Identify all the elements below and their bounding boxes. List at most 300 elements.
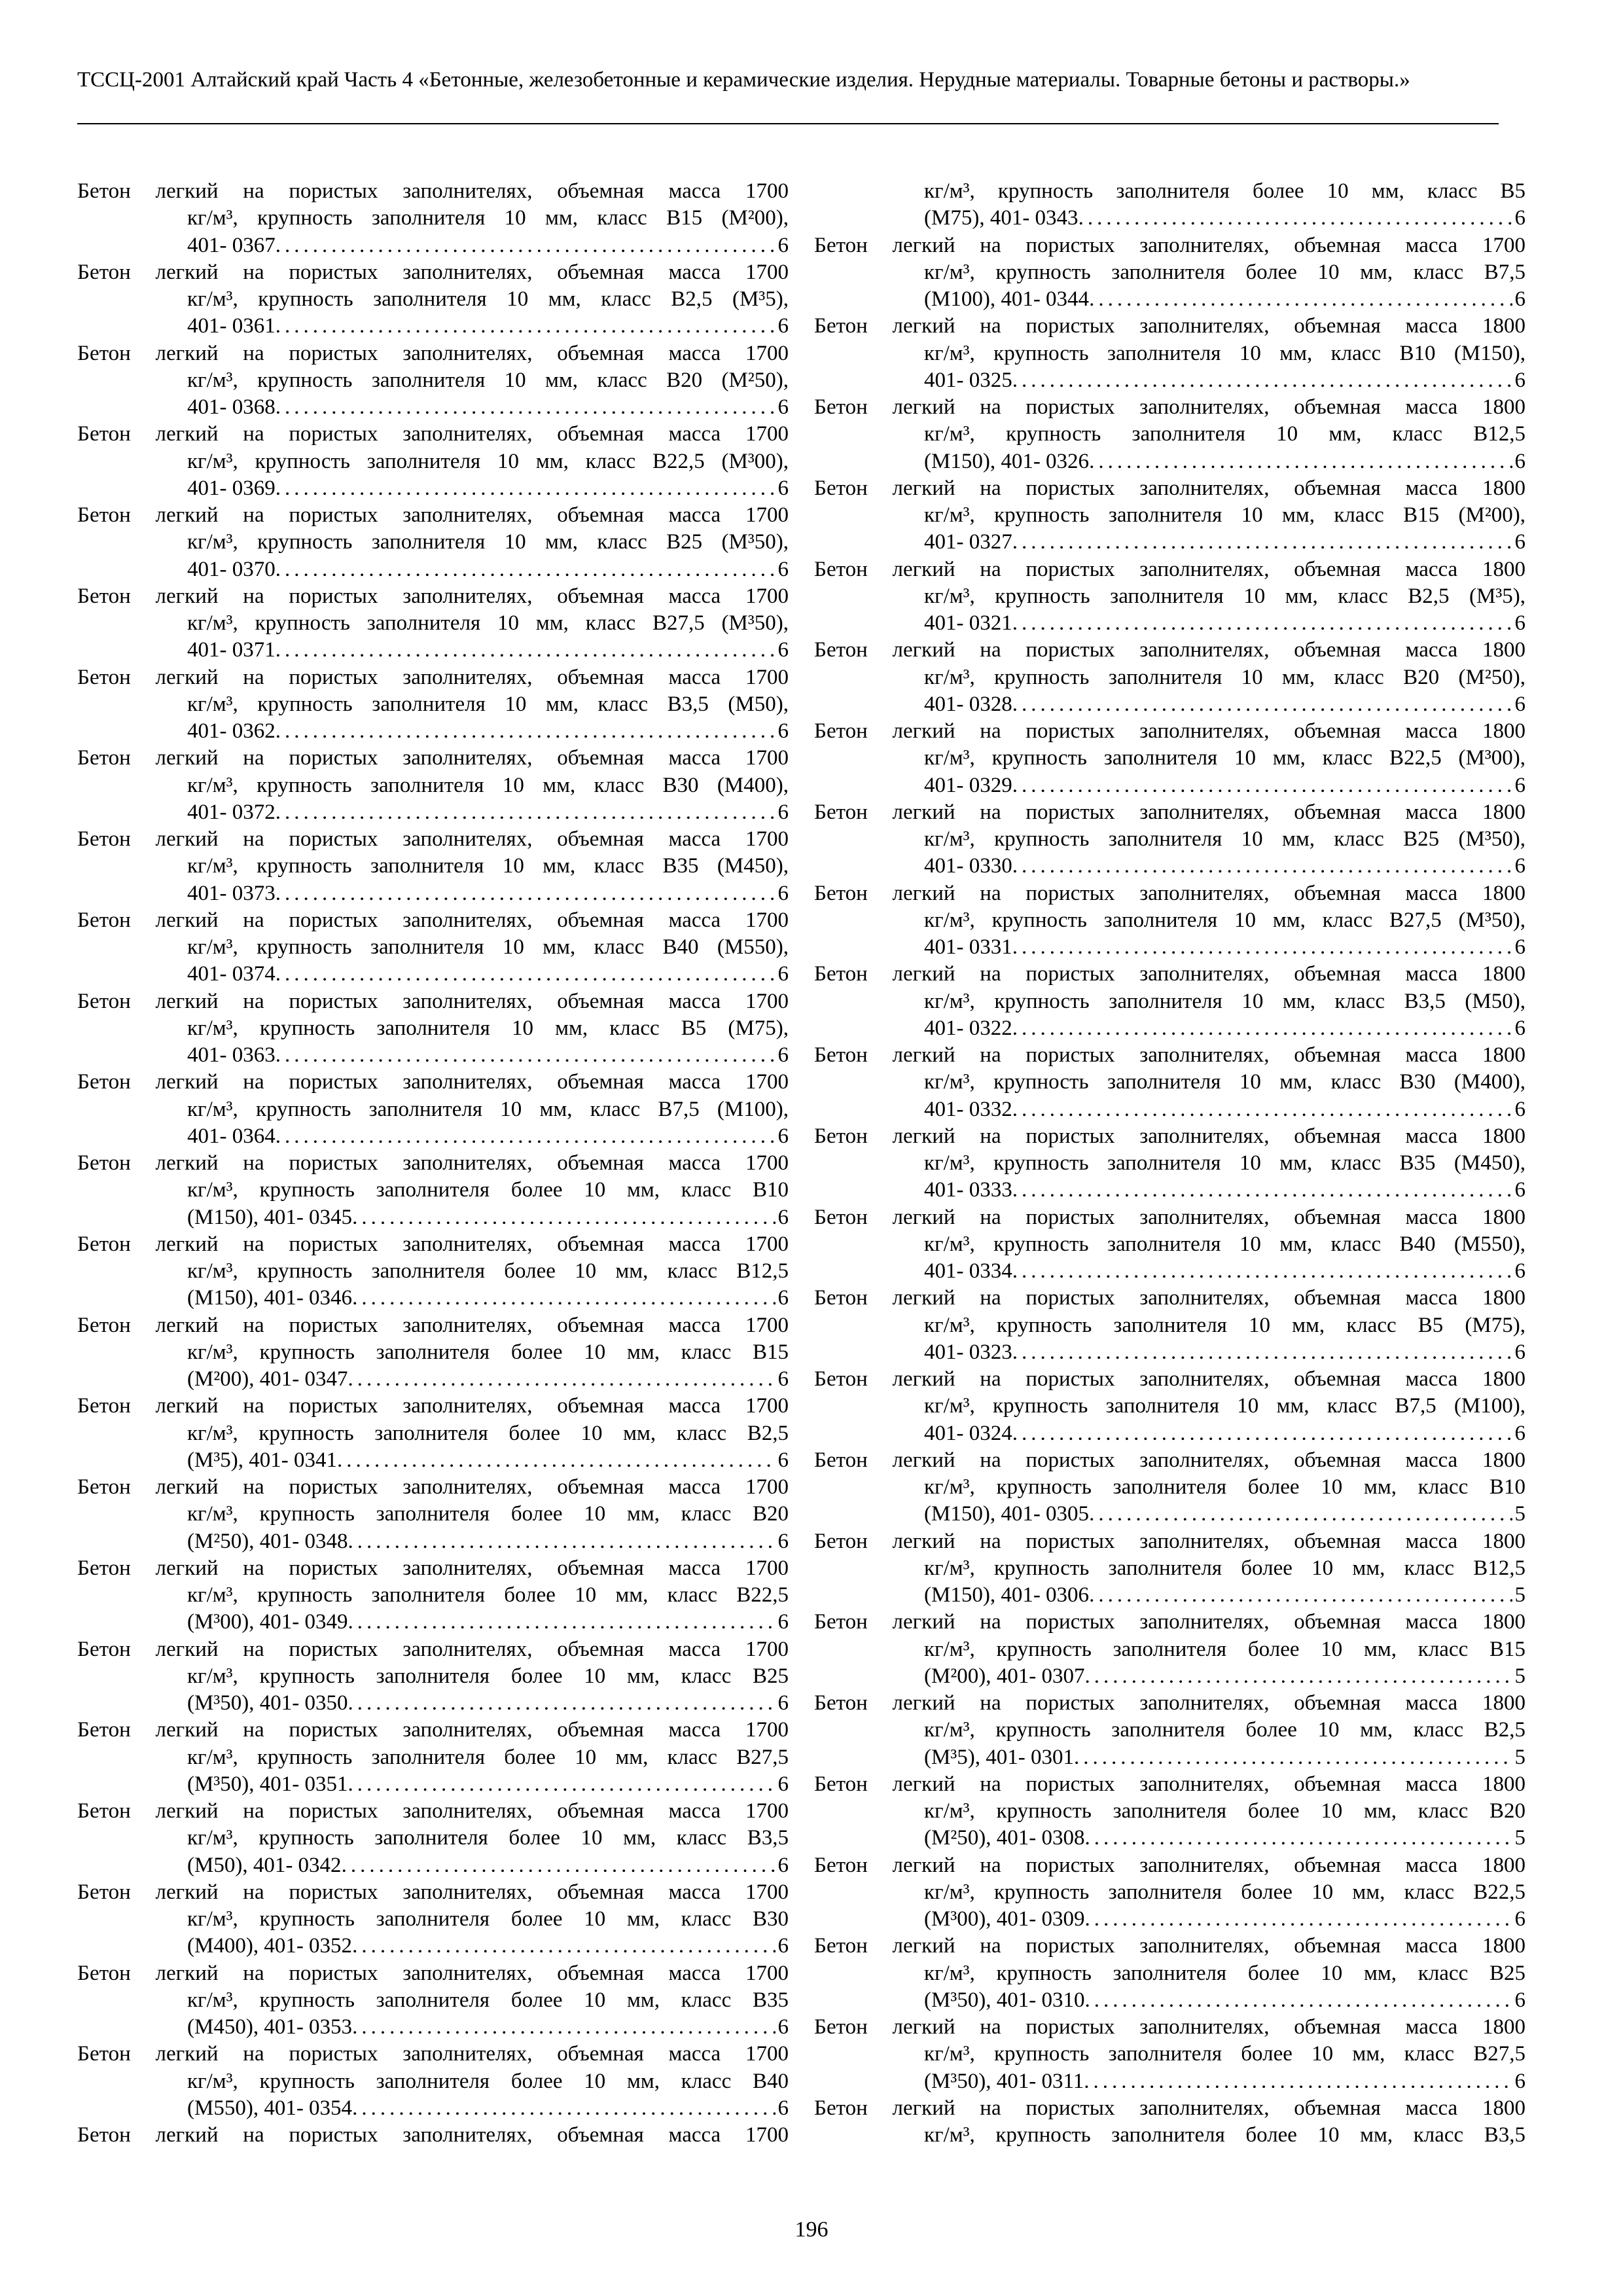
index-entry [814, 1690, 1525, 1771]
dot-leader [276, 718, 776, 745]
right-entries [814, 232, 1525, 2095]
index-entry [77, 1150, 789, 1231]
dot-leader [352, 1285, 775, 1312]
entry-line-2: кг/м³, крупность заполнителя 10 мм, класс В35 (М450), [924, 1151, 1525, 1175]
entry-code: 401- 0327 [924, 530, 1012, 554]
index-entry [814, 475, 1525, 556]
dot-leader [348, 1771, 775, 1798]
entry-page-number: 6 [777, 719, 789, 743]
dot-leader [1089, 448, 1512, 475]
entry-line-2: кг/м³, крупность заполнителя 10 мм, класс В15 (М²00), [924, 503, 1525, 527]
dot-leader [348, 1609, 775, 1636]
entry-page-number: 6 [1514, 1259, 1525, 1283]
entry-line-1: Бетон легкий на пористых заполнителях, объемная масса 1800 [814, 1286, 1525, 1310]
entry-line-2: кг/м³, крупность заполнителя более 10 мм, класс В22,5 [187, 1583, 789, 1607]
entry-code: 401- 0372 [187, 800, 276, 824]
entry-line-2: кг/м³, крупность заполнителя 10 мм, класс В12,5 [924, 422, 1525, 446]
entry-line-1: Бетон легкий на пористых заполнителях, объемная масса 1700 [77, 1718, 789, 1742]
index-entry [77, 664, 789, 745]
entry-line-1: Бетон легкий на пористых заполнителях, объемная масса 1700 [77, 908, 789, 932]
entry-line-2: кг/м³, крупность заполнителя 10 мм, класс В30 (М400), [187, 773, 789, 797]
entry-leader-line [924, 1258, 1525, 1285]
entry-line-1: Бетон легкий на пористых заполнителях, объемная масса 1800 [814, 1610, 1525, 1634]
entry-leader-line [924, 1420, 1525, 1447]
entry-code: 401- 0323 [924, 1340, 1012, 1364]
entry-leader-line [187, 1042, 789, 1069]
entry-page-number: 6 [777, 314, 789, 338]
index-entry [814, 1771, 1525, 1852]
index-column-right [814, 178, 1525, 2149]
entry-code: 401- 0334 [924, 1259, 1012, 1283]
entry-leader-line [187, 718, 789, 745]
entry-page-number: 6 [777, 233, 789, 257]
entry-leader-line [924, 1825, 1525, 1852]
index-entry [814, 1933, 1525, 2014]
entry-leader-line [924, 529, 1525, 556]
dot-leader [1089, 286, 1512, 313]
dot-leader [276, 394, 776, 421]
entry-line-1: Бетон легкий на пористых заполнителях, объемная масса 1800 [814, 314, 1525, 338]
dot-leader [352, 1204, 775, 1231]
entry-page-number: 6 [1514, 368, 1525, 392]
entry-line-2: кг/м³, крупность заполнителя более 10 мм, класс В10 [187, 1178, 789, 1202]
entry-code: (М400), 401- 0352 [187, 1934, 353, 1958]
entry-leader-line [924, 853, 1525, 880]
entry-code: 401- 0322 [924, 1016, 1012, 1040]
entry-code: 401- 0325 [924, 368, 1012, 392]
entry-page-number: 5 [1514, 1745, 1525, 1769]
entry-leader-line [924, 1987, 1525, 2014]
entry-page-number: 6 [1514, 1016, 1525, 1040]
entry-line-1: Бетон легкий на пористых заполнителях, объемная масса 1700 [77, 1070, 789, 1094]
entry-page-number: 6 [777, 962, 789, 986]
entry-code: 401- 0368 [187, 395, 276, 419]
dot-leader [1012, 367, 1512, 394]
entry-line-2: кг/м³, крупность заполнителя 10 мм, класс В40 (М550), [187, 935, 789, 959]
index-entry [814, 1123, 1525, 1204]
entry-line-2: кг/м³, крупность заполнителя более 10 мм, класс В35 [187, 1988, 789, 2012]
entry-code: (М150), 401- 0346 [187, 1286, 353, 1310]
entry-code: (М³50), 401- 0310 [924, 1988, 1085, 2012]
entry-line-2: кг/м³, крупность заполнителя 10 мм, класс В15 (М²00), [187, 206, 789, 230]
entry-leader-line [924, 610, 1525, 637]
entry-line-2: кг/м³, крупность заполнителя более 10 мм, класс В12,5 [187, 1259, 789, 1283]
entry-line-1: Бетон легкий на пористых заполнителях, объемная масса 1700 [77, 1313, 789, 1337]
entry-line-1: Бетон легкий на пористых заполнителях, объемная масса 1800 [814, 2096, 1525, 2120]
entry-page-number: 6 [1514, 1907, 1525, 1931]
index-entry [814, 1528, 1525, 1609]
entry-page-number: 6 [1514, 611, 1525, 635]
entry-page-number: 6 [1514, 1988, 1525, 2012]
index-entry [814, 394, 1525, 475]
entry-line-2: кг/м³, крупность заполнителя более 10 мм, класс В2,5 [187, 1421, 789, 1445]
entry-leader-line [187, 637, 789, 664]
entry-line-1: Бетон легкий на пористых заполнителях, объемная масса 1800 [814, 1529, 1525, 1553]
index-entry-continued [814, 178, 1525, 232]
dot-leader [1089, 1582, 1512, 1609]
dot-leader [1079, 205, 1512, 232]
index-entry [77, 502, 789, 583]
entry-page-number: 6 [777, 1205, 789, 1229]
entry-line-2: кг/м³, крупность заполнителя более 10 мм, класс В27,5 [187, 1745, 789, 1769]
entry-line-1: Бетон легкий на пористых заполнителях, объемная масса 1700 [77, 746, 789, 770]
entry-line-1: Бетон легкий на пористых заполнителях, объемная масса 1800 [814, 800, 1525, 824]
entry-line-1: Бетон легкий на пористых заполнителях, объемная масса 1800 [814, 719, 1525, 743]
entry-line-1: Бетон легкий на пористых заполнителях, объемная масса 1800 [814, 1853, 1525, 1877]
entry-line-1: Бетон легкий на пористых заполнителях, объемная масса 1800 [814, 1124, 1525, 1148]
entry-line-2: кг/м³, крупность заполнителя более 10 мм, класс В27,5 [924, 2042, 1525, 2066]
index-entry [814, 1285, 1525, 1366]
entry-leader-line [924, 691, 1525, 718]
index-entry [814, 1852, 1525, 1933]
entry-code: (М³5), 401- 0341 [187, 1448, 337, 1472]
index-entry [77, 583, 789, 664]
entry-line-2: кг/м³, крупность заполнителя более 10 мм, класс В40 [187, 2069, 789, 2093]
entry-leader-line [187, 1609, 789, 1636]
entry-leader-line [924, 1744, 1525, 1771]
entry-leader-line [187, 1123, 789, 1150]
entry-line-2: кг/м³, крупность заполнителя 10 мм, класс В5 (М75), [924, 1313, 1525, 1337]
entry-line-2: кг/м³, крупность заполнителя более 10 мм, класс В10 [924, 1475, 1525, 1499]
entry-leader-line [924, 934, 1525, 961]
entry-line-2: кг/м³, крупность заполнителя 10 мм, класс В27,5 (М³50), [187, 611, 789, 635]
entry-leader-line [187, 799, 789, 826]
dot-leader [1012, 772, 1512, 799]
dot-leader [342, 1852, 776, 1879]
entry-code: (М³50), 401- 0311 [924, 2069, 1084, 2093]
dot-leader [276, 1123, 776, 1150]
entry-code: (М150), 401- 0306 [924, 1583, 1090, 1607]
entry-line-2: кг/м³, крупность заполнителя более 10 мм, класс В20 [187, 1502, 789, 1526]
index-entry [77, 1879, 789, 1960]
entry-page-number: 6 [777, 1043, 789, 1067]
entry-page-number: 5 [1514, 1664, 1525, 1688]
entry-line-1: Бетон легкий на пористых заполнителях, объемная масса 1800 [814, 476, 1525, 500]
dot-leader [276, 232, 776, 259]
entry-line-2: кг/м³, крупность заполнителя 10 мм, класс В22,5 (М³00), [187, 449, 789, 473]
entry-line-1: Бетон легкий на пористых заполнителях, объемная масса 1700 [77, 260, 789, 284]
entry-leader-line [187, 1366, 789, 1393]
index-entry [814, 1609, 1525, 1690]
index-entry [814, 313, 1525, 394]
entry-page-number: 6 [1514, 530, 1525, 554]
entry-line-2: кг/м³, крупность заполнителя 10 мм, класс В3,5 (М50), [187, 692, 789, 716]
entry-line-1: Бетон легкий на пористых заполнителях, объемная масса 1700 [77, 665, 789, 689]
entry-code: (М³00), 401- 0349 [187, 1610, 348, 1634]
entry-line-1: Бетон легкий на пористых заполнителях, объемная масса 1800 [814, 1691, 1525, 1715]
entry-code: (М³00), 401- 0309 [924, 1907, 1085, 1931]
entry-line-2: кг/м³, крупность заполнителя более 10 мм, класс В30 [187, 1907, 789, 1931]
entry-page-number: 6 [1514, 773, 1525, 797]
entry-leader-line [187, 1447, 789, 1474]
entry-line-1: Бетон легкий на пористых заполнителях, объемная масса 1800 [814, 395, 1525, 419]
dot-leader [348, 1690, 775, 1717]
index-entry [77, 340, 789, 422]
entry-leader-line [187, 556, 789, 583]
dot-leader [276, 637, 776, 664]
entry-code: 401- 0321 [924, 611, 1012, 635]
index-entry [77, 1231, 789, 1312]
entry-code: (М100), 401- 0344 [924, 287, 1090, 311]
entry-line-2: кг/м³, крупность заполнителя более 10 мм, класс В3,5 [924, 2123, 1525, 2147]
entry-code: (М450), 401- 0353 [187, 2015, 353, 2039]
dot-leader [1012, 1258, 1512, 1285]
entry-code: (М150), 401- 0305 [924, 1502, 1090, 1526]
index-column-left [77, 178, 789, 2149]
dot-leader [276, 1042, 776, 1069]
entry-line-1: Бетон легкий на пористых заполнителях, объемная масса 1700 [77, 1961, 789, 1985]
entry-page-number: 6 [1514, 692, 1525, 716]
entry-code: 401- 0332 [924, 1097, 1012, 1121]
left-entries [77, 178, 789, 2122]
entry-page-number: 6 [1514, 1421, 1525, 1445]
entry-code: 401- 0330 [924, 854, 1012, 878]
entry-line-2: кг/м³, крупность заполнителя 10 мм, класс В30 (М400), [924, 1070, 1525, 1094]
dot-leader [1012, 1096, 1512, 1123]
entry-line-1: Бетон легкий на пористых заполнителях, объемная масса 1700 [77, 1151, 789, 1175]
entry-code: 401- 0324 [924, 1421, 1012, 1445]
dot-leader [276, 961, 776, 988]
index-entry [814, 637, 1525, 718]
entry-page-number: 6 [777, 1691, 789, 1715]
index-entry [814, 556, 1525, 637]
entry-page-number: 6 [1514, 1097, 1525, 1121]
entry-line-2: кг/м³, крупность заполнителя 10 мм, класс В20 (М²50), [187, 368, 789, 392]
entry-page-number: 6 [777, 881, 789, 905]
entry-page-number: 6 [1514, 1340, 1525, 1364]
entry-code: 401- 0363 [187, 1043, 276, 1067]
entry-leader-line [924, 772, 1525, 799]
entry-line-1: Бетон легкий на пористых заполнителях, объемная масса 1700 [77, 2042, 789, 2066]
dot-leader [348, 1366, 775, 1393]
entry-leader-line [924, 1339, 1525, 1366]
index-entry [77, 826, 789, 907]
entry-line-1: Бетон легкий на пористых заполнителях, объемная масса 1700 [77, 341, 789, 365]
entry-page-number: 6 [777, 1610, 789, 1634]
index-entry [77, 907, 789, 988]
entry-line-2: кг/м³, крупность заполнителя 10 мм, класс В7,5 (М100), [924, 1394, 1525, 1418]
dot-leader [276, 880, 776, 907]
entry-page-number: 6 [777, 2096, 789, 2120]
entry-page-number: 6 [1514, 449, 1525, 473]
entry-line-1: Бетон легкий на пористых заполнителях, объемная масса 1700 [77, 1556, 789, 1580]
entry-leader-line [187, 1690, 789, 1717]
entry-line-1: Бетон легкий на пористых заполнителях, объемная масса 1700 [77, 1394, 789, 1418]
dot-leader [1084, 1825, 1512, 1852]
entry-line-2: кг/м³, крупность заполнителя более 10 мм, класс В25 [924, 1961, 1525, 1985]
index-entry [77, 1960, 789, 2041]
index-entry [814, 961, 1525, 1042]
index-entry [77, 745, 789, 826]
entry-code: 401- 0373 [187, 881, 276, 905]
entry-code: (М²50), 401- 0308 [924, 1826, 1085, 1850]
entry-code: 401- 0333 [924, 1178, 1012, 1202]
dot-leader [1084, 2068, 1512, 2095]
entry-leader-line [187, 1852, 789, 1879]
entry-line-2: кг/м³, крупность заполнителя 10 мм, класс В35 (М450), [187, 854, 789, 878]
dot-leader [1012, 691, 1512, 718]
entry-line-2: кг/м³, крупность заполнителя 10 мм, класс В20 (М²50), [924, 665, 1525, 689]
entry-line-2: кг/м³, крупность заполнителя 10 мм, класс В25 (М³50), [924, 827, 1525, 851]
entry-page-number: 6 [777, 1529, 789, 1553]
entry-leader-line [924, 1177, 1525, 1204]
entry-leader-line [924, 1582, 1525, 1609]
entry-leader-line [924, 1096, 1525, 1123]
index-entry [77, 1636, 789, 1717]
entry-page-number: 6 [777, 1286, 789, 1310]
entry-line-2: кг/м³, крупность заполнителя 10 мм, класс В27,5 (М³50), [924, 908, 1525, 932]
entry-line-1: Бетон легкий на пористых заполнителях, объемная масса 1700 [77, 503, 789, 527]
entry-line-1: Бетон легкий на пористых заполнителях, объемная масса 1800 [814, 557, 1525, 581]
entry-line-2: кг/м³, крупность заполнителя 10 мм, класс В25 (М³50), [187, 530, 789, 554]
entry-line-1: Бетон легкий на пористых заполнителях, объемная масса 1700 [77, 2123, 789, 2147]
entry-page-number: 6 [777, 1448, 789, 1472]
entry-line-2: кг/м³, крупность заполнителя более 10 мм, класс В3,5 [187, 1826, 789, 1850]
entry-line-1: Бетон легкий на пористых заполнителях, объемная масса 1700 [77, 422, 789, 446]
entry-leader-line [187, 1528, 789, 1555]
entry-line-1: Бетон легкий на пористых заполнителях, объемная масса 1700 [814, 233, 1525, 257]
dot-leader [1089, 1501, 1512, 1528]
entry-page-number: 5 [1514, 1583, 1525, 1607]
entry-leader-line [187, 232, 789, 259]
entry-line-2: кг/м³, крупность заполнителя 10 мм, класс В22,5 (М³00), [924, 746, 1525, 770]
entry-line-1: Бетон легкий на пористых заполнителях, объемная масса 1700 [77, 1637, 789, 1661]
entry-leader-line [924, 2068, 1525, 2095]
entry-line-1: Бетон легкий на пористых заполнителях, объемная масса 1700 [77, 179, 789, 203]
index-entry-partial [814, 2095, 1525, 2149]
entry-page-number: 5 [1514, 1826, 1525, 1850]
dot-leader [1084, 1987, 1512, 2014]
entry-line-1: Бетон легкий на пористых заполнителях, объемная масса 1800 [814, 2015, 1525, 2039]
entry-line-1: Бетон легкий на пористых заполнителях, объемная масса 1800 [814, 962, 1525, 986]
entry-code: 401- 0329 [924, 773, 1012, 797]
entry-line-1: Бетон легкий на пористых заполнителях, объемная масса 1700 [77, 1232, 789, 1256]
entry-line-1: Бетон легкий на пористых заполнителях, объемная масса 1700 [77, 1799, 789, 1823]
dot-leader [1012, 1339, 1512, 1366]
index-entry [77, 988, 789, 1069]
dot-leader [1012, 529, 1512, 556]
entry-leader-line [924, 1501, 1525, 1528]
dot-leader [352, 2095, 775, 2122]
entry-page-number: 6 [1514, 206, 1525, 230]
index-entry-partial [77, 2122, 789, 2149]
entry-code: 401- 0369 [187, 476, 276, 500]
page-number: 196 [794, 2217, 829, 2242]
entry-code: (М²00), 401- 0307 [924, 1664, 1085, 1688]
entry-leader-line [187, 1204, 789, 1231]
entry-line-1: Бетон легкий на пористых заполнителях, объемная масса 1800 [814, 1043, 1525, 1067]
entry-leader-line [187, 1933, 789, 1960]
entry-page-number: 6 [1514, 2069, 1525, 2093]
entry-line-1: Бетон легкий на пористых заполнителях, объемная масса 1700 [77, 1475, 789, 1499]
index-entry [77, 1798, 789, 1879]
entry-code: (М550), 401- 0354 [187, 2096, 353, 2120]
dot-leader [1084, 1663, 1512, 1690]
entry-leader-line [187, 880, 789, 907]
entry-leader-line [924, 367, 1525, 394]
entry-line-2: кг/м³, крупность заполнителя более 10 мм, класс В5 [924, 179, 1525, 203]
header-rule [77, 123, 1499, 124]
entry-code: 401- 0370 [187, 557, 276, 581]
index-entry [77, 1393, 789, 1474]
entry-line-1: Бетон легкий на пористых заполнителях, объемная масса 1700 [77, 1880, 789, 1904]
index-entry [77, 1312, 789, 1393]
index-entry [814, 1366, 1525, 1447]
entry-line-1: Бетон легкий на пористых заполнителях, объемная масса 1800 [814, 1205, 1525, 1229]
entry-line-1: Бетон легкий на пористых заполнителях, объемная масса 1700 [77, 827, 789, 851]
entry-code: (М³5), 401- 0301 [924, 1745, 1074, 1769]
dot-leader [1074, 1744, 1512, 1771]
entry-page-number: 6 [777, 2015, 789, 2039]
entry-line-2: кг/м³, крупность заполнителя 10 мм, класс В40 (М550), [924, 1232, 1525, 1256]
entry-line-2: кг/м³, крупность заполнителя более 10 мм, класс В22,5 [924, 1880, 1525, 1904]
entry-leader-line [187, 2095, 789, 2122]
entry-page-number: 6 [777, 1934, 789, 1958]
entry-line-1: Бетон легкий на пористых заполнителях, объемная масса 1700 [77, 989, 789, 1013]
index-entry [77, 421, 789, 502]
dot-leader [1012, 1420, 1512, 1447]
entry-leader-line [924, 1663, 1525, 1690]
entry-line-1: Бетон легкий на пористых заполнителях, объемная масса 1800 [814, 1934, 1525, 1958]
entry-page-number: 6 [1514, 935, 1525, 959]
entry-leader-line [187, 394, 789, 421]
dot-leader [337, 1447, 776, 1474]
entry-leader-line [187, 475, 789, 502]
entry-leader-line [924, 448, 1525, 475]
page-header: ТССЦ-2001 Алтайский край Часть 4 «Бетонные, железобетонные и керамические изделия. Нерудные материалы. Товарные бетоны и растворы.» [77, 68, 1410, 92]
entry-code: (М³50), 401- 0351 [187, 1772, 348, 1796]
index-entry [814, 799, 1525, 880]
index-entry [814, 880, 1525, 961]
entry-page-number: 6 [777, 395, 789, 419]
index-entry [77, 259, 789, 340]
entry-code: 401- 0367 [187, 233, 276, 257]
entry-line-1: Бетон легкий на пористых заполнителях, объемная масса 1800 [814, 881, 1525, 905]
entry-line-2: кг/м³, крупность заполнителя 10 мм, класс В10 (М150), [924, 341, 1525, 365]
entry-code: 401- 0362 [187, 719, 276, 743]
entry-line-2: кг/м³, крупность заполнителя более 10 мм, класс В12,5 [924, 1556, 1525, 1580]
entry-leader-line [924, 205, 1525, 232]
entry-code: (М²00), 401- 0347 [187, 1367, 348, 1391]
entry-line-2: кг/м³, крупность заполнителя более 10 мм, класс В2,5 [924, 1718, 1525, 1742]
entry-line-1: Бетон легкий на пористых заполнителях, объемная масса 1800 [814, 1448, 1525, 1472]
entry-line-2: кг/м³, крупность заполнителя 10 мм, класс В5 (М75), [187, 1016, 789, 1040]
entry-page-number: 6 [777, 1124, 789, 1148]
entry-leader-line [924, 286, 1525, 313]
dot-leader [1012, 853, 1512, 880]
entry-code: (М75), 401- 0343 [924, 206, 1079, 230]
entry-code: (М50), 401- 0342 [187, 1853, 342, 1877]
dot-leader [276, 475, 776, 502]
index-entry [77, 1717, 789, 1798]
entry-page-number: 6 [777, 1853, 789, 1877]
index-entry [814, 232, 1525, 314]
index-entry [814, 1042, 1525, 1123]
entry-leader-line [187, 1285, 789, 1312]
dot-leader [1012, 1177, 1512, 1204]
index-entry [77, 1474, 789, 1555]
dot-leader [276, 799, 776, 826]
entry-line-2: кг/м³, крупность заполнителя более 10 мм, класс В7,5 [924, 260, 1525, 284]
entry-page-number: 6 [1514, 287, 1525, 311]
entry-code: 401- 0361 [187, 314, 276, 338]
index-entry [814, 1447, 1525, 1528]
entry-line-2: кг/м³, крупность заполнителя 10 мм, класс В3,5 (М50), [924, 989, 1525, 1013]
entry-line-1: Бетон легкий на пористых заполнителях, объемная масса 1700 [77, 584, 789, 608]
entry-page-number: 6 [777, 476, 789, 500]
entry-line-2: кг/м³, крупность заполнителя более 10 мм, класс В15 [187, 1340, 789, 1364]
entry-line-2: кг/м³, крупность заполнителя более 10 мм, класс В15 [924, 1637, 1525, 1661]
